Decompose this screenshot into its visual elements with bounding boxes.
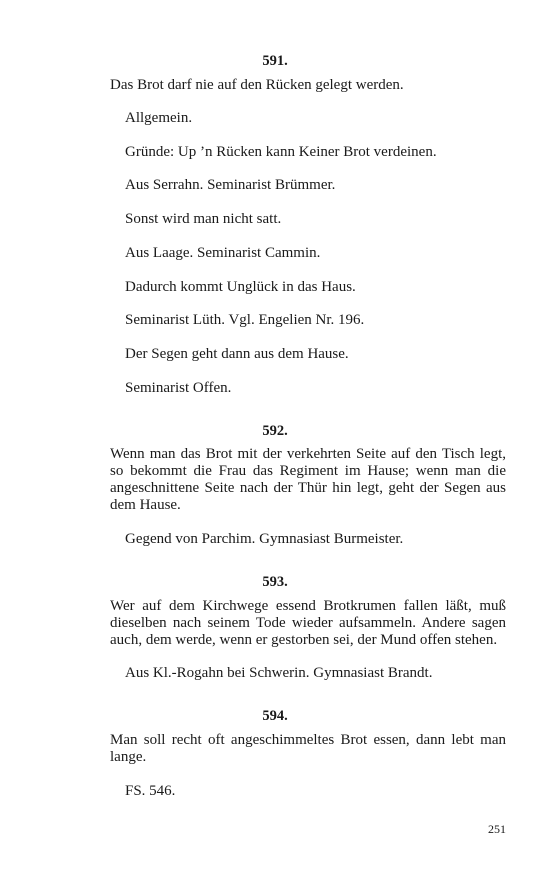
entry-number: 594. bbox=[262, 708, 288, 724]
entry-note: Gründe: Up ’n Rücken kann Keiner Brot verdeinen. bbox=[125, 144, 437, 160]
entry-note: Aus Kl.-Rogahn bei Schwerin. Gymnasiast Brandt. bbox=[125, 665, 433, 681]
entry-note: Seminarist Lüth. Vgl. Engelien Nr. 196. bbox=[125, 312, 365, 328]
entry-text: Wenn man das Brot mit der verkehrten Seite auf den Tisch legt, so bekommt die Frau das Regiment im Hause; wenn man die angeschnittene Seite nach der Thür hin legt, geht der Segen aus dem Hause. bbox=[110, 446, 506, 513]
entry-note: Sonst wird man nicht satt. bbox=[125, 211, 282, 227]
entry-number: 591. bbox=[262, 53, 288, 69]
entry-text: Man soll recht oft angeschimmeltes Brot essen, dann lebt man lange. bbox=[110, 732, 506, 765]
entry-note: Dadurch kommt Unglück in das Haus. bbox=[125, 279, 356, 295]
entry-note: Seminarist Offen. bbox=[125, 380, 232, 396]
entry-note: Aus Laage. Seminarist Cammin. bbox=[125, 245, 321, 261]
entry-number: 592. bbox=[262, 423, 288, 439]
entry-text: Das Brot darf nie auf den Rücken gelegt werden. bbox=[110, 77, 404, 93]
entry-note: Gegend von Parchim. Gymnasiast Burmeister. bbox=[125, 531, 404, 547]
entry-note: Der Segen geht dann aus dem Hause. bbox=[125, 346, 349, 362]
entry-text: Wer auf dem Kirchwege essend Brotkrumen fallen läßt, muß dieselben nach seinem Tode wieder aufsammeln. Andere sagen auch, dem werde, wenn er gestorben sei, der Mund offen stehen. bbox=[110, 598, 506, 648]
entry-note: Allgemein. bbox=[125, 110, 193, 126]
entry-note: FS. 546. bbox=[125, 783, 176, 799]
entry-note: Aus Serrahn. Seminarist Brümmer. bbox=[125, 177, 336, 193]
page-number: 251 bbox=[488, 822, 506, 836]
entry-number: 593. bbox=[262, 574, 288, 590]
